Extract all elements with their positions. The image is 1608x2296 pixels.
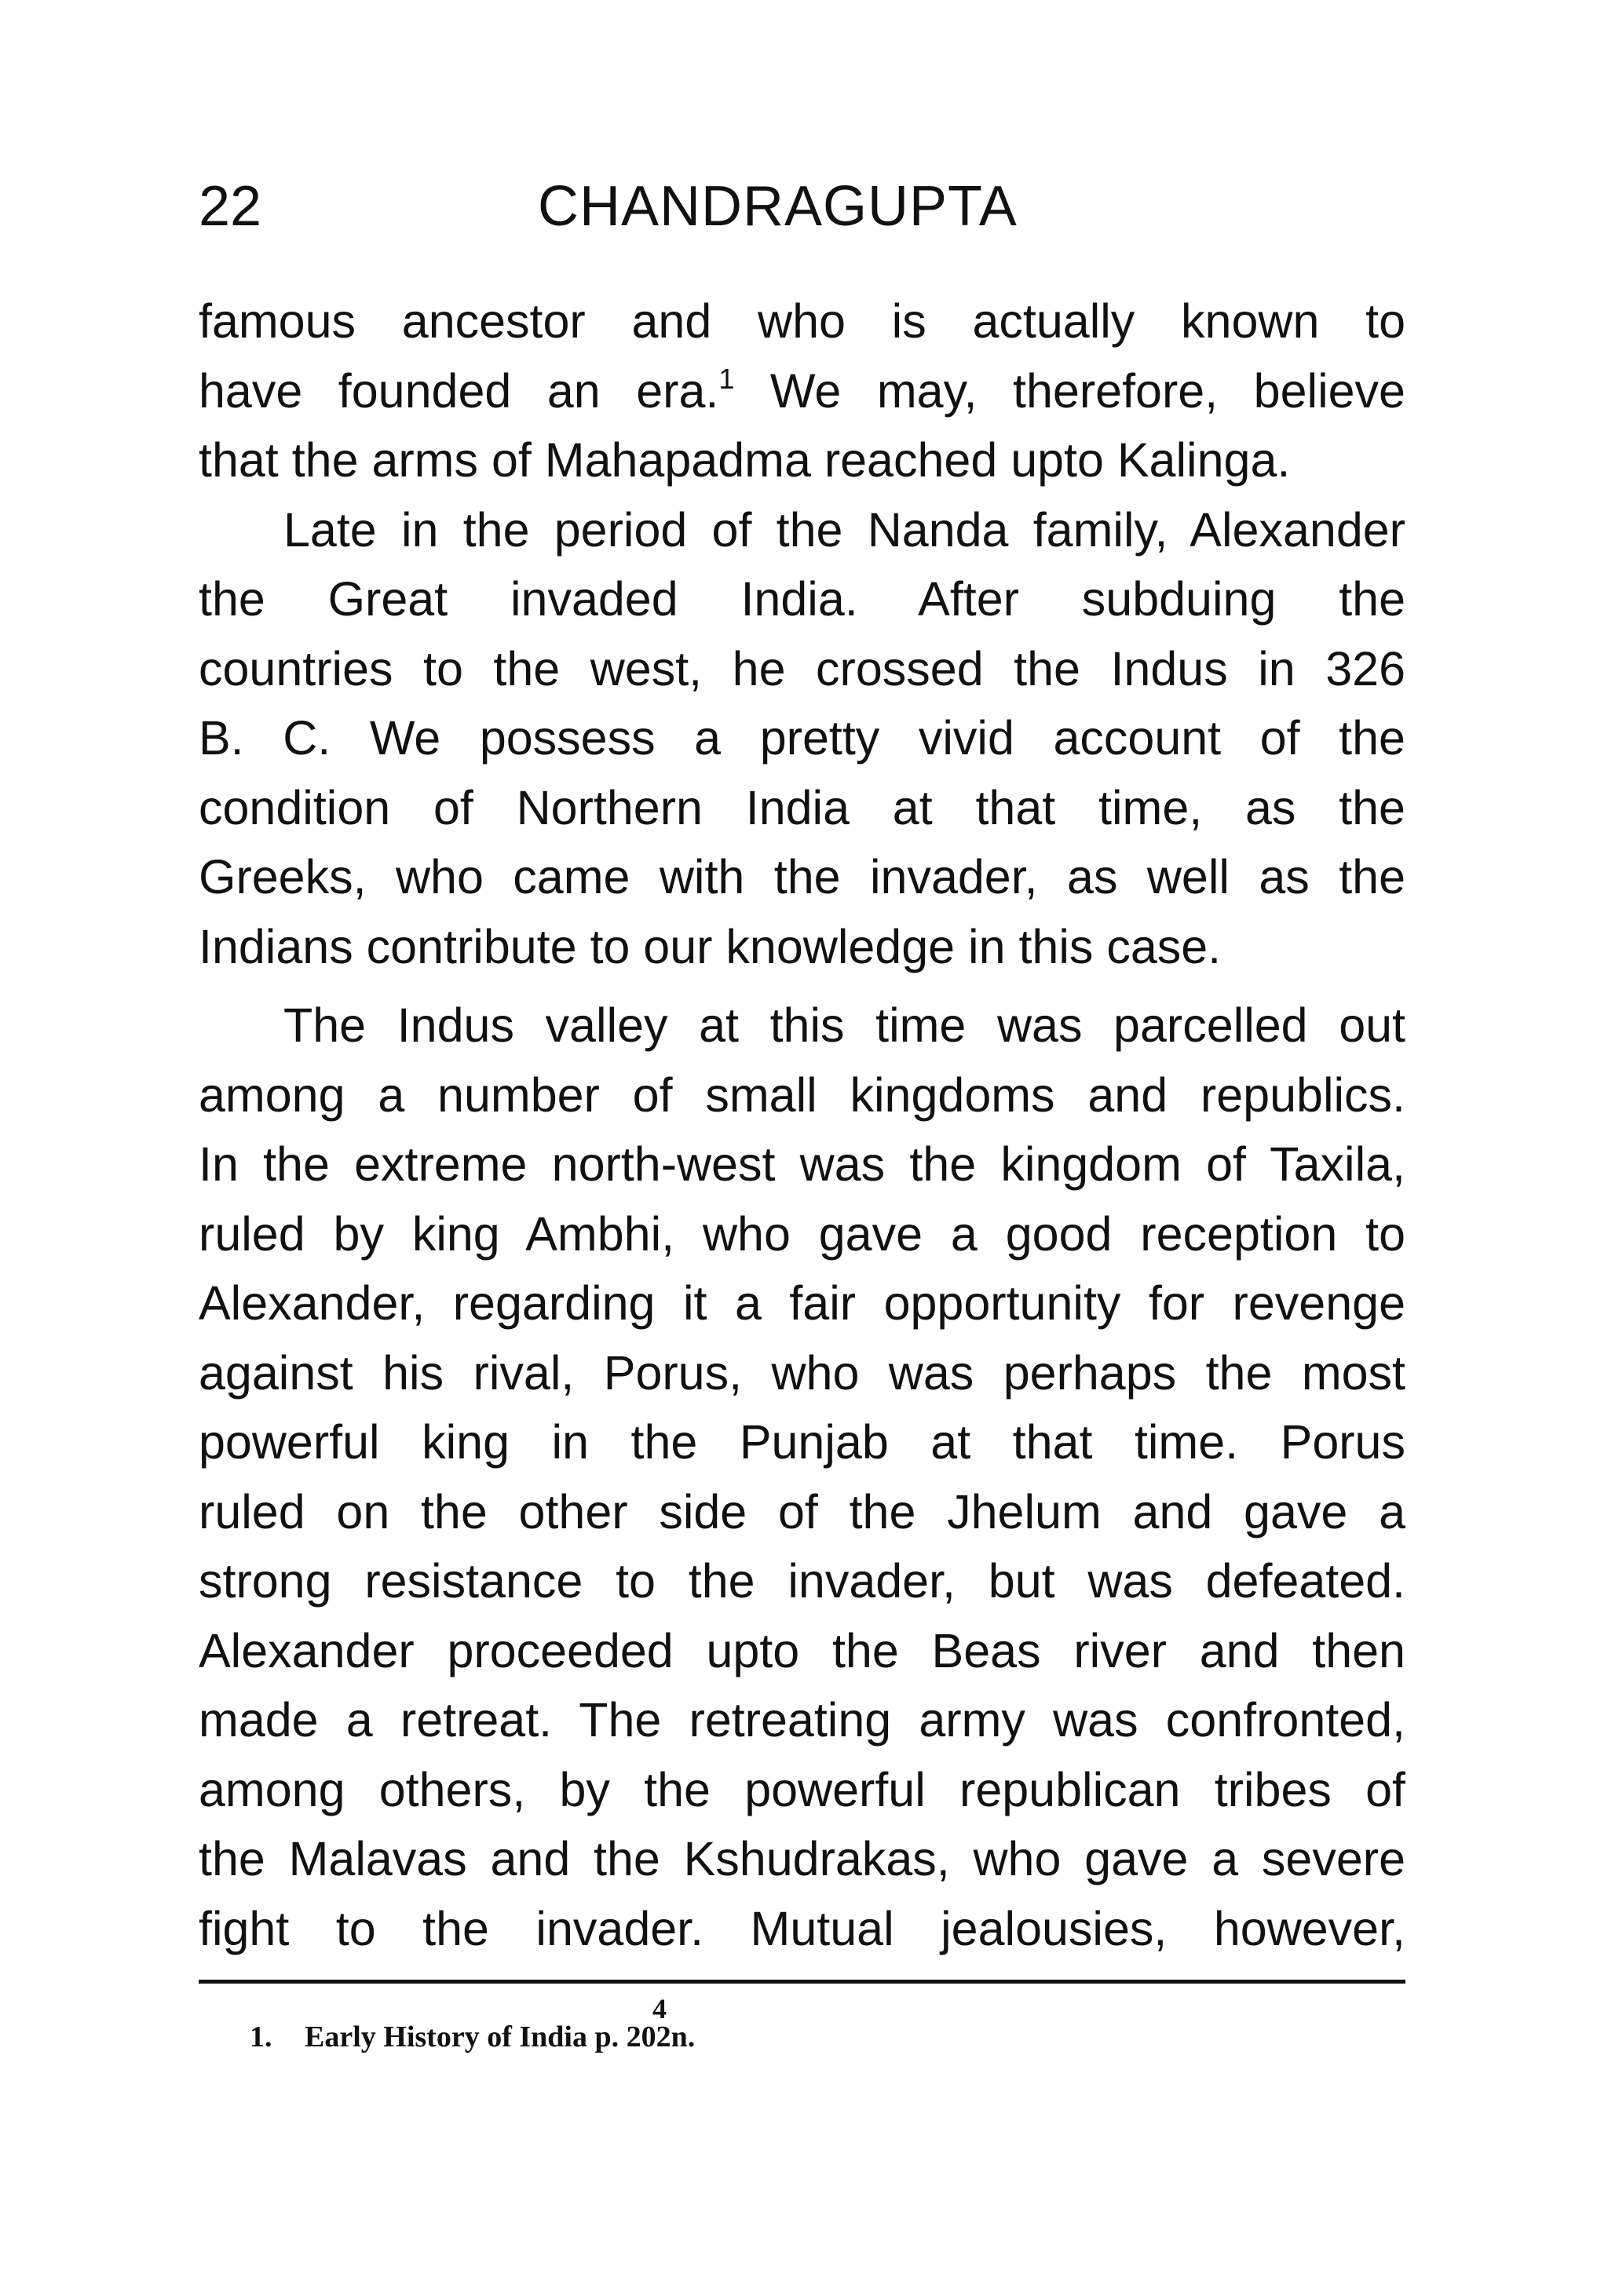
text-line-content: condition of Northern India at that time, as the [199,780,1405,834]
text-line [199,495,1405,565]
text-line-content: the Malavas and the Kshudrakas, who gave a severe [199,1832,1405,1885]
text-line [199,1546,1405,1616]
text-line [199,1407,1405,1477]
text-line-content: that the arms of Mahapadma reached upto Kalinga. [199,433,1291,487]
text-line [199,991,1405,1060]
text-line-content: countries to the west, he crossed the Indus in 326 [199,641,1405,695]
running-head [199,171,1392,242]
text-line-content: famous ancestor and who is actually known to [199,294,1405,348]
signature-mark: 4 [652,1993,667,2024]
text-line-content: have founded an era. [199,363,719,418]
text-line-content: The Indus valley at this time was parcelled out [283,998,1405,1052]
text-line-content: ruled on the other side of the Jhelum and gave a [199,1484,1405,1539]
text-line-content: Late in the period of the Nanda family, Alexander [283,502,1405,557]
text-line [199,1755,1405,1825]
text-line [199,842,1405,912]
text-line-content: against his rival, Porus, who was perhaps the most [199,1345,1405,1400]
text-line-content: ruled by king Ambhi, who gave a good reception to [199,1206,1405,1261]
text-line [199,1477,1405,1547]
text-line-content: In the extreme north-west was the kingdom of Taxila, [199,1137,1405,1191]
footnote-text: Early History of India p. 202n. [305,2020,696,2053]
text-line-content: among others, by the powerful republican tribes of [199,1762,1405,1816]
text-line-content: powerful king in the Punjab at that time. Porus [199,1415,1405,1469]
text-line [199,912,1405,982]
text-line-content: Indians contribute to our knowledge in this case. [199,919,1222,973]
text-line-content: Greeks, who came with the invader, as well as the [199,850,1405,903]
footnote-reference: 1 [718,362,735,395]
text-line-content: made a retreat. The retreating army was confronted, [199,1693,1405,1747]
text-line-content: among a number of small kingdoms and republics. [199,1068,1405,1122]
text-line [199,634,1405,704]
text-line [199,1199,1405,1269]
text-line [199,1130,1405,1199]
text-line [199,1268,1405,1338]
text-line-content: fight to the invader. Mutual jealousies, however, [199,1901,1405,1955]
text-line-content: the Great invaded India. After subduing the [199,572,1405,626]
paragraph-1 [199,287,1405,495]
text-line [199,356,1405,426]
text-line [199,564,1405,634]
text-line [199,1894,1405,1964]
running-title: CHANDRAGUPTA [538,175,1018,238]
page-number: 22 [199,175,262,238]
text-line-content: Alexander, regarding it a fair opportunity for revenge [199,1276,1405,1330]
footnote-divider [199,1980,1405,1984]
text-line [199,1685,1405,1755]
paragraph-2 [199,495,1405,982]
text-line-content: We may, therefore, believe [734,363,1405,418]
paragraph-3 [199,991,1405,1963]
text-line-content: B. C. We possess a pretty vivid account of the [199,711,1405,765]
text-line [199,425,1405,495]
text-line-content: strong resistance to the invader, but was defeated. [199,1554,1405,1608]
paragraph-spacing [199,981,1405,991]
text-line-content: Alexander proceeded upto the Beas river and then [199,1623,1405,1677]
body-text [199,287,1405,1963]
text-line [199,287,1405,356]
text-line [199,703,1405,773]
footnote [250,2017,695,2057]
footnote-number: 1. [250,2020,272,2053]
text-line [199,773,1405,843]
text-line [199,1616,1405,1686]
text-line [199,1824,1405,1894]
text-line [199,1338,1405,1408]
text-line [199,1060,1405,1130]
